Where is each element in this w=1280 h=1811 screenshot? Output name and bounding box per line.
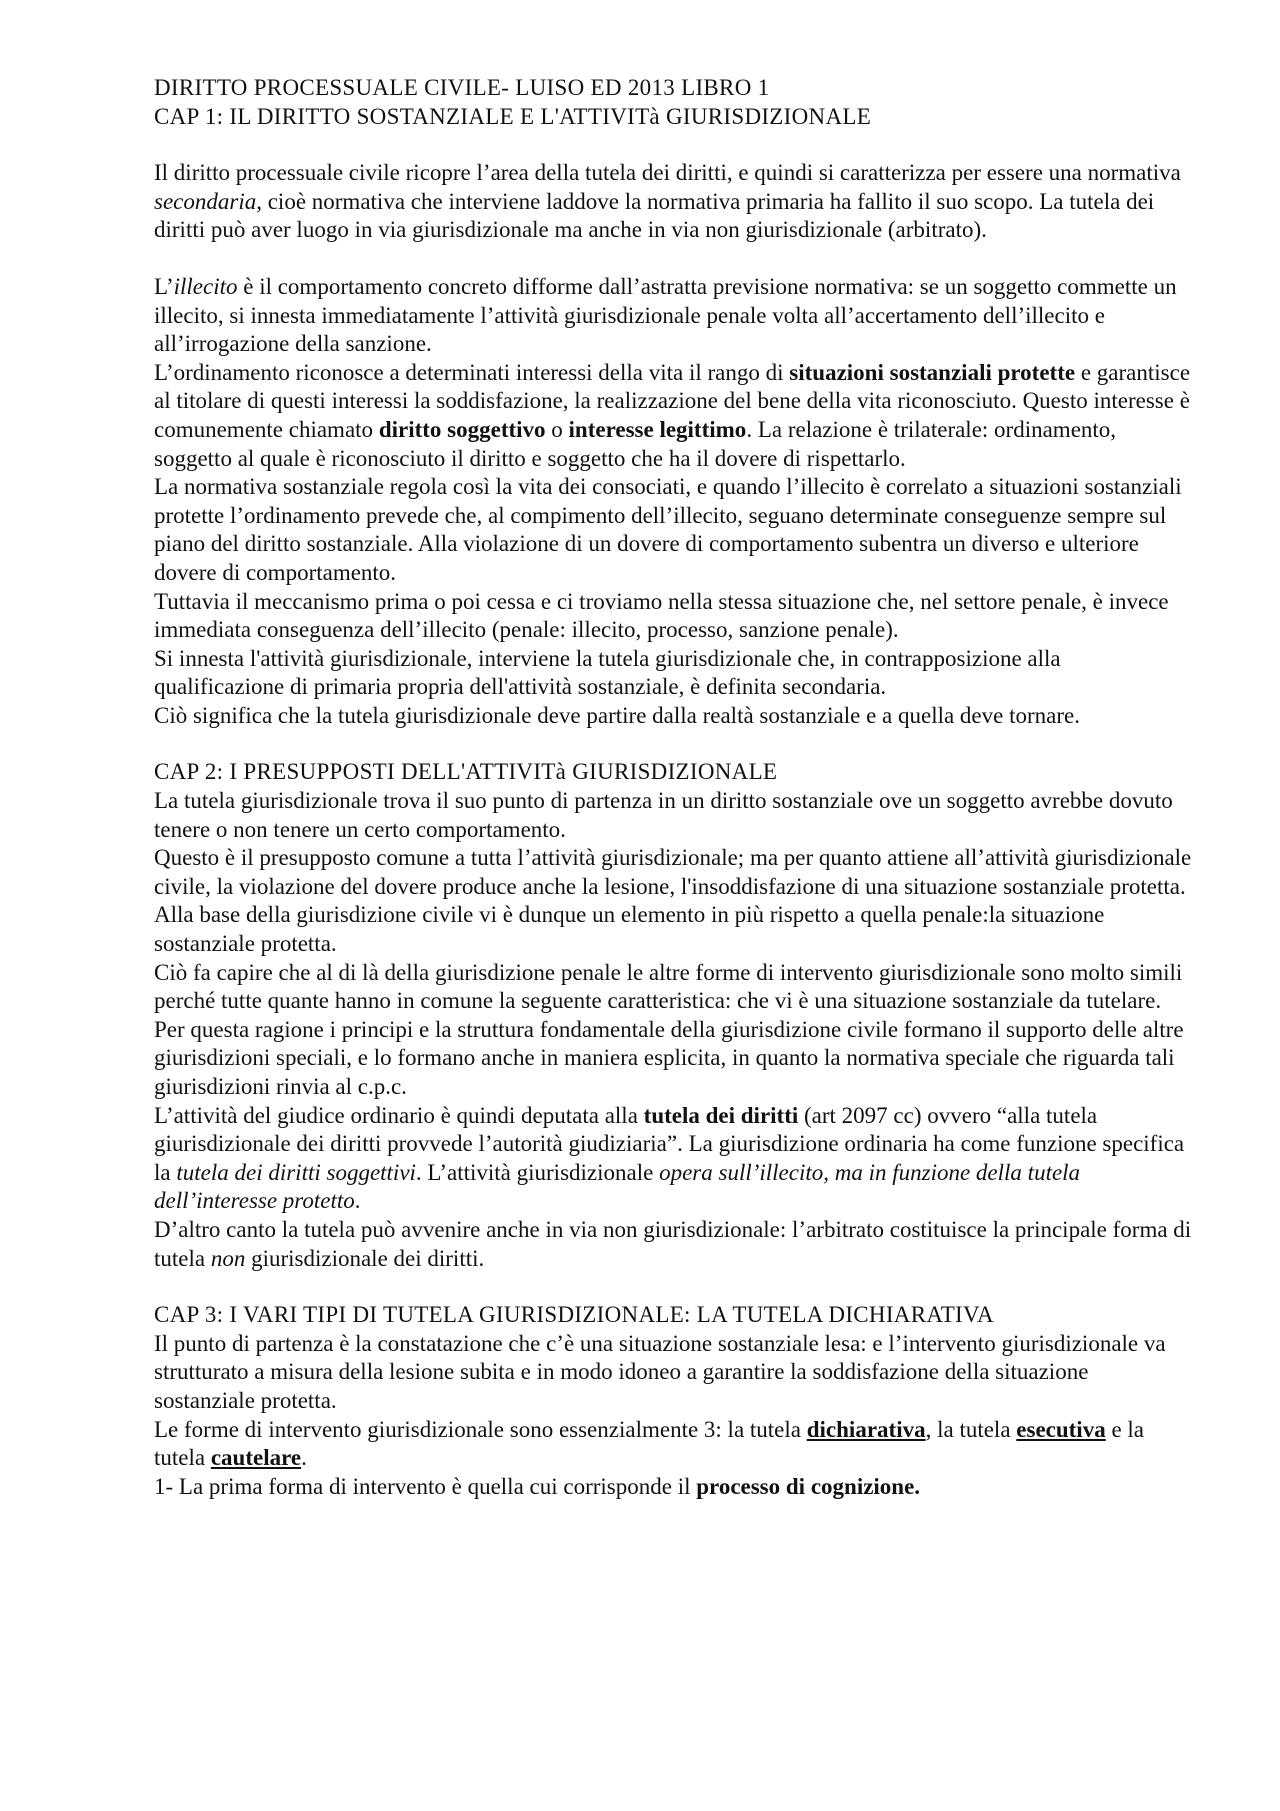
paragraph: Ciò fa capire che al di là della giurisdizione penale le altre forme di intervento giurisdizionale sono molto simili perché tutte quante hanno in comune la seguente caratteristica: che vi è una situazione sostanziale da tutelare. <box>154 959 1183 1014</box>
paragraph: L’ordinamento riconosce a determinati interessi della vita il rango di situazioni sostanziali protette e garantisce al titolare di questi interessi la soddisfazione, la realizzazione del bene della vita riconosciuto. Questo interesse è comunemente chiamato diritto soggettivo o interesse legittimo. La relazione è trilaterale: ordinamento, soggetto al quale è riconosciuto il diritto e soggetto che ha il dovere di rispettarlo. <box>154 359 1191 471</box>
chapter-1-heading: CAP 1: IL DIRITTO SOSTANZIALE E L'ATTIVITà GIURISDIZIONALE <box>154 103 872 129</box>
paragraph: Per questa ragione i principi e la struttura fondamentale della giurisdizione civile formano il supporto delle altre giurisdizioni speciali, e lo formano anche in maniera esplicita, in quanto la normativa speciale che riguarda tali giurisdizioni rinvia al c.p.c. <box>154 1016 1184 1099</box>
paragraph: D’altro canto la tutela può avvenire anche in via non giurisdizionale: l’arbitrato costituisce la principale forma di tutela non giurisdizionale dei diritti. <box>154 1216 1192 1271</box>
paragraph: L’illecito è il comportamento concreto difforme dall’astratta previsione normativa: se un soggetto commette un illecito, si innesta immediatamente l’attività giurisdizionale penale volta all’accertamento dell’illecito e all’irrogazione della sanzione. <box>154 273 1177 357</box>
document-title: DIRITTO PROCESSUALE CIVILE- LUISO ED 2013 LIBRO 1 <box>154 75 770 100</box>
paragraph: Questo è il presupposto comune a tutta l’attività giurisdizionale; ma per quanto attiene all’attività giurisdizionale civile, la violazione del dovere produce anche la lesione, l'insoddisfazione di una situazione sostanziale protetta. Alla base della giurisdizione civile vi è dunque un elemento in più rispetto a quella penale:la situazione sostanziale protetta. <box>154 845 1192 957</box>
spacer <box>154 131 1194 159</box>
document-page <box>154 74 1194 1501</box>
spacer <box>154 730 1194 758</box>
spacer <box>154 245 1194 273</box>
spacer <box>154 1273 1194 1301</box>
paragraph: La tutela giurisdizionale trova il suo punto di partenza in un diritto sostanziale ove un soggetto avrebbe dovuto tenere o non tenere un certo comportamento. <box>154 788 1173 842</box>
paragraph: Il punto di partenza è la constatazione che c’è una situazione sostanziale lesa: e l’intervento giurisdizionale va strutturato a misura della lesione subita e in modo idoneo a garantire la soddisfazione della situazione sostanziale protetta. <box>154 1330 1166 1413</box>
chapter-3-heading: CAP 3: I VARI TIPI DI TUTELA GIURISDIZIONALE: LA TUTELA DICHIARATIVA <box>154 1302 994 1328</box>
paragraph: Ciò significa che la tutela giurisdizionale deve partire dalla realtà sostanziale e a quella deve tornare. <box>154 702 1080 728</box>
paragraph: La normativa sostanziale regola così la vita dei consociati, e quando l’illecito è correlato a situazioni sostanziali protette l’ordinamento prevede che, al compimento dell’illecito, seguano determinate conseguenze sempre sul piano del diritto sostanziale. Alla violazione di un dovere di comportamento subentra un diverso e ulteriore dovere di comportamento. <box>154 474 1182 585</box>
paragraph: 1- La prima forma di intervento è quella cui corrisponde il processo di cognizione. <box>154 1473 921 1499</box>
paragraph: Tuttavia il meccanismo prima o poi cessa e ci troviamo nella stessa situazione che, nel settore penale, è invece immediata conseguenza dell’illecito (penale: illecito, processo, sanzione penale). <box>154 588 1169 643</box>
paragraph: L’attività del giudice ordinario è quindi deputata alla tutela dei diritti (art 2097 cc) ovvero “alla tutela giurisdizionale dei diritti provvede l’autorità giudiziaria”. La giurisdizione ordinaria ha come funzione specifica la tutela dei diritti soggettivi. L’attività giurisdizionale opera sull’illecito, ma in funzione della tutela dell’interesse protetto. <box>154 1102 1185 1214</box>
paragraph: Le forme di intervento giurisdizionale sono essenzialmente 3: la tutela dichiarativa, la tutela esecutiva e la tutela cautelare. <box>154 1416 1145 1471</box>
paragraph: Il diritto processuale civile ricopre l’area della tutela dei diritti, e quindi si caratterizza per essere una normativa secondaria, cioè normativa che interviene laddove la normativa primaria ha fallito il suo scopo. La tutela dei diritti può aver luogo in via giurisdizionale ma anche in via non giurisdizionale (arbitrato). <box>154 160 1181 243</box>
paragraph: Si innesta l'attività giurisdizionale, interviene la tutela giurisdizionale che, in contrapposizione alla qualificazione di primaria propria dell'attività sostanziale, è definita secondaria. <box>154 645 1061 700</box>
chapter-2-heading: CAP 2: I PRESUPPOSTI DELL'ATTIVITà GIURISDIZIONALE <box>154 759 778 785</box>
